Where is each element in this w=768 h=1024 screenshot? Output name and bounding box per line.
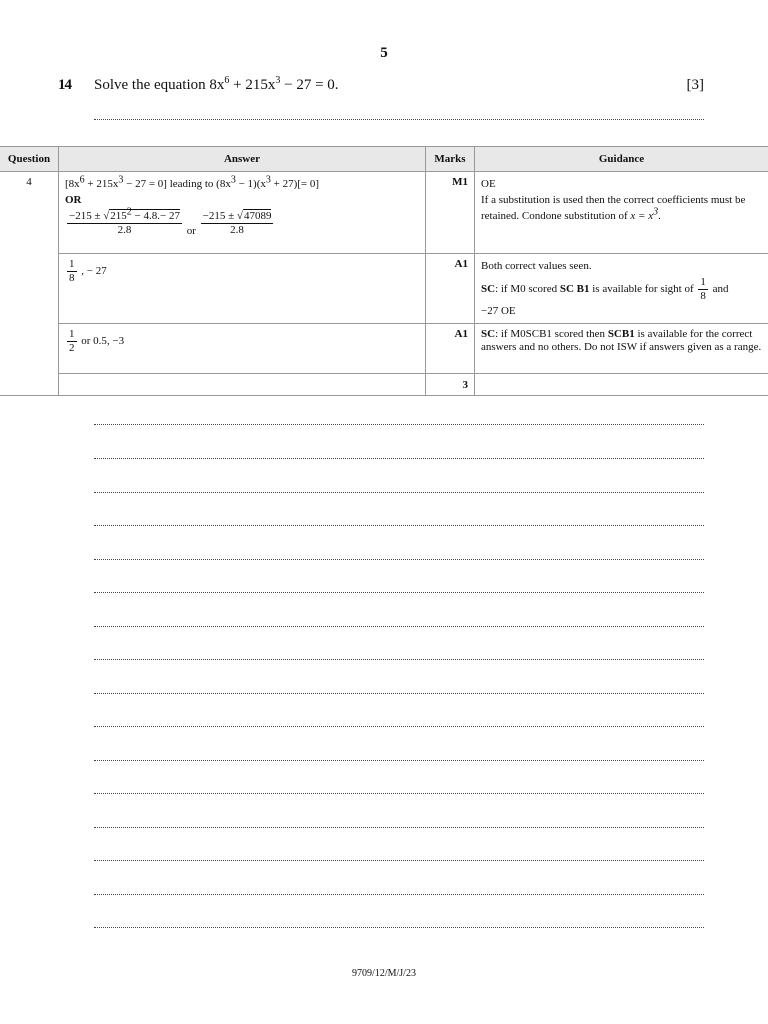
footer-code: 9709/12/M/J/23 (352, 968, 416, 979)
marks-cell: A1 (426, 254, 475, 324)
answer-line[interactable] (94, 524, 704, 526)
header-marks: Marks (426, 147, 475, 172)
question-label: 4 (0, 172, 59, 396)
answer-line[interactable] (94, 725, 704, 727)
header-answer: Answer (59, 147, 426, 172)
guidance-cell: OE If a substitution is used then the correct coefficients must be retained. Condone substitution of $x = x^3$. (475, 172, 768, 254)
marks-cell: M1 (426, 172, 475, 254)
answer-line[interactable] (94, 625, 704, 627)
answer-line[interactable] (94, 658, 704, 660)
answer-cell: $\frac{1}{8}$ , − 27 (59, 254, 426, 324)
answer-line[interactable] (94, 591, 704, 593)
question-marks: [3] (686, 77, 704, 93)
answer-line[interactable] (94, 423, 704, 425)
answer-line[interactable] (94, 859, 704, 861)
page-number: 5 (380, 45, 388, 61)
table-total-row (0, 374, 768, 396)
guidance-cell: Both correct values seen. SC: if M0 scored SC B1 is available for sight of $\frac{1}{8}$ and −27 OE (475, 254, 768, 324)
answer-line[interactable] (94, 692, 704, 694)
marks-cell: A1 (426, 324, 475, 374)
answer-line[interactable] (94, 491, 704, 493)
table-row (0, 254, 768, 324)
answer-line[interactable] (94, 826, 704, 828)
total-marks: 3 (426, 374, 475, 396)
table-header-row (0, 147, 768, 172)
answer-cell: $\frac{1}{2}$ or 0.5, −3 (59, 324, 426, 374)
answer-line[interactable] (94, 792, 704, 794)
answer-line[interactable] (94, 457, 704, 459)
question-text (94, 77, 339, 94)
table-row (0, 172, 768, 254)
table-row (0, 324, 768, 374)
question-equation: $8x^6 + 215x^3 - 27 = 0$. (209, 75, 339, 93)
quadratic-fraction-2: $\frac{-215 \pm √47089}{2.8}$ (202, 210, 272, 236)
header-guidance: Guidance (475, 147, 768, 172)
or-label: OR (65, 194, 82, 206)
answer-line[interactable] (94, 926, 704, 928)
answer-line[interactable] (94, 558, 704, 560)
header-question: Question (0, 147, 59, 172)
answer-line[interactable] (94, 118, 704, 120)
mark-scheme-table (0, 146, 768, 396)
answer-cell: $[8x^6 + 215x^3 - 27 = 0]$ leading to $(8x^3 - 1)(x^3 + 27)[= 0]$ OR $\frac{-215 \pm √215^2 - 4.8.- 27}{2.8}$ or $\frac{-215 \pm √47089}{2.8}$ (59, 172, 426, 254)
answer-line[interactable] (94, 893, 704, 895)
quadratic-fraction-1: $\frac{-215 \pm √215^2 - 4.8.- 27}{2.8}$ (69, 206, 180, 236)
answer-line[interactable] (94, 759, 704, 761)
question-number: 14 (58, 77, 71, 93)
guidance-cell: SC: if M0SCB1 scored then SCB1 is available for the correct answers and no others. Do not ISW if answers given as a range. (475, 324, 768, 374)
question-prefix: Solve the equation (94, 77, 206, 93)
